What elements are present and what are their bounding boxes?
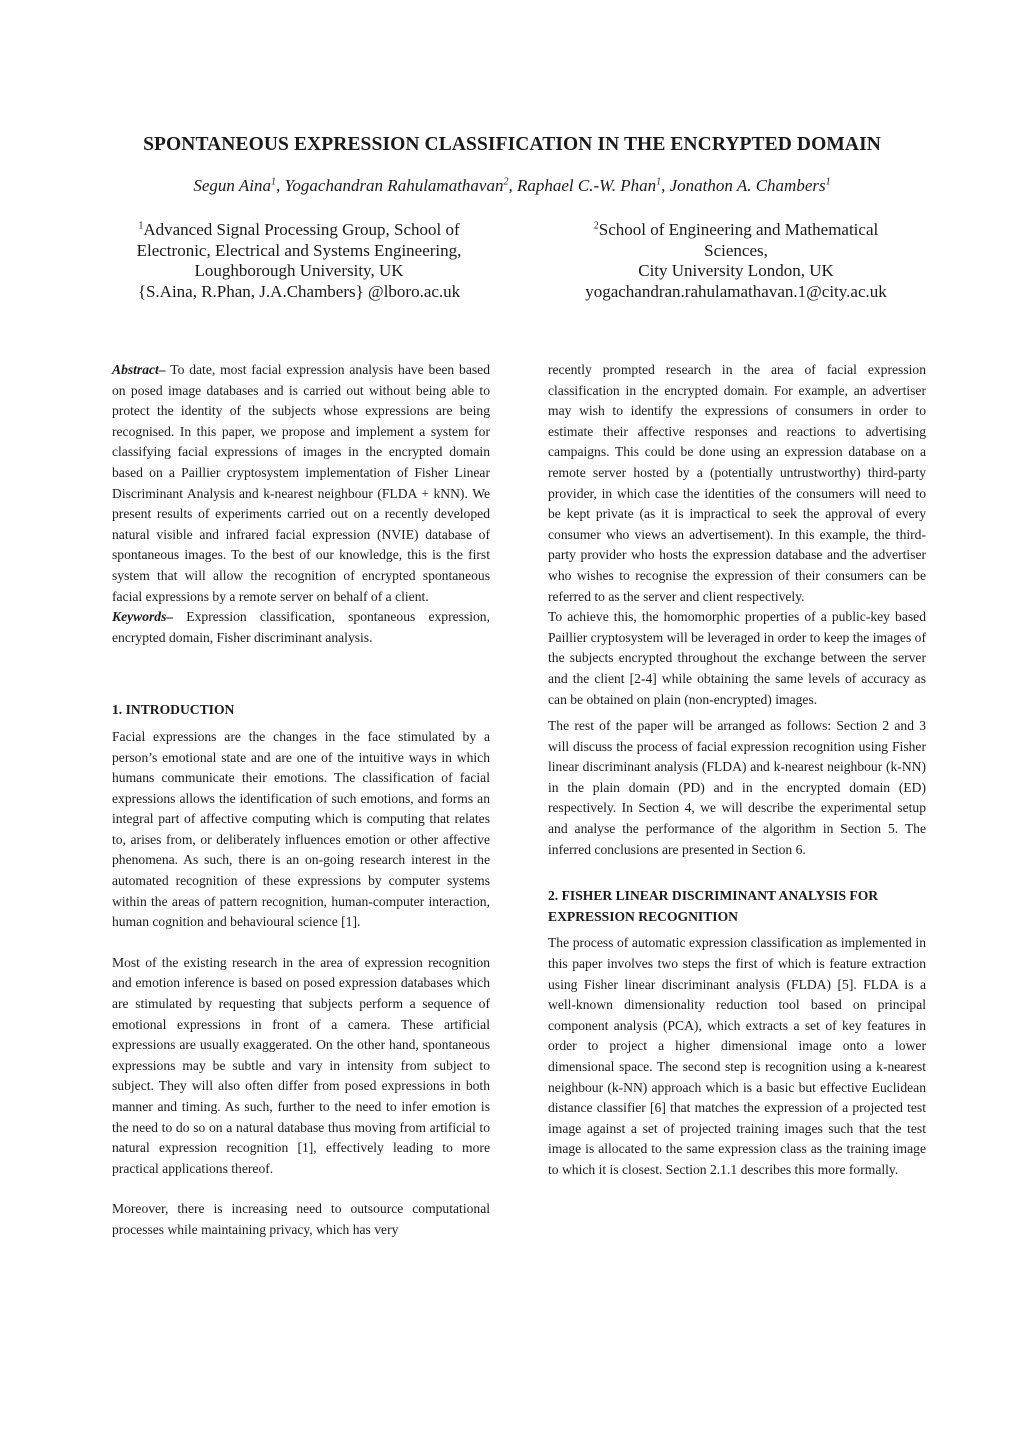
abstract-label: Abstract– [112, 362, 166, 377]
affiliation-line [516, 220, 956, 241]
right-column [548, 360, 926, 1181]
author-name: Yogachandran Rahulamathavan [284, 176, 504, 195]
left-column [112, 360, 490, 1241]
keywords [112, 607, 490, 648]
paragraph: Facial expressions are the changes in the face stimulated by a person’s emotional state and are one of the intuitive ways in which humans communicate their emotions. The classification of facial expressions allows the identification of such emotions, and forms an integral part of affective computing which is computing that relates to, arises from, or deliberately influences emotion or other affective phenomena. As such, there is an on-going research interest in the automated recognition of these expressions by computer systems within the areas of pattern recognition, human-computer interaction, human cognition and behavioural science [1]. [112, 728, 490, 930]
affiliation-text: School of Engineering and Mathematical [598, 220, 879, 239]
affiliation-line [79, 220, 519, 241]
section-heading-flda [548, 886, 926, 927]
affiliation-line: Electronic, Electrical and Systems Engineering, [136, 240, 462, 260]
author-affiliation-mark: 2 [503, 176, 509, 188]
paragraph: The process of automatic expression classification as implemented in this paper involves two steps the first of which is feature extraction using Fisher linear discriminant analysis (FLDA) [5]. FLDA is a well-known dimensionality reduction tool based on principal component analysis (PCA), which extracts a set of key features in order to project a higher dimensional image onto a lower dimensional space. The second step is recognition using a k-nearest neighbour (k-NN) approach which is a basic but effective Euclidean distance classifier [6] that matches the expression of a projected test image against a set of projected training images such that the test image is allocated to the same expression class as the training image to which it is closest. Section 2.1.1 describes this more formally. [548, 935, 926, 1177]
paragraph: To achieve this, the homomorphic properties of a public-key based Paillier cryptosystem will be leveraged in order to keep the images of the subjects encrypted throughout the exchange between the server and the client [2-4] while obtaining the same levels of accuracy as can be obtained on plain (non-encrypted) images. [548, 609, 926, 707]
author-affiliation-mark: 1 [271, 176, 276, 188]
paragraph: recently prompted research in the area of facial expression classification in the encrypted domain. For example, an advertiser may wish to identify the expressions of consumers in order to estimate their affective responses and reactions to advertising campaigns. This could be done using an expression database on a remote server hosted by a (potentially untrustworthy) third-party provider, in which case the identities of the consumers will need to be kept private (as it is impractical to seek the approval of every consumer who views an advertisement). In this example, the third-party provider who hosts the expression database and the advertiser who wishes to recognise the expression of their consumers can be referred to as the server and client respectively. [548, 362, 926, 604]
affiliation-line: Sciences, [704, 240, 768, 260]
abstract [112, 360, 490, 607]
author-separator: , [276, 176, 285, 195]
affiliation-line: City University London, UK [638, 261, 834, 281]
author-affiliation-mark: 1 [825, 176, 831, 188]
heading-line: 2. FISHER LINEAR DISCRIMINANT ANALYSIS FOR [548, 888, 879, 904]
abstract-text: To date, most facial expression analysis have been based on posed image databases and is carried out without being able to protect the identity of the subjects whose expressions are being recognised. In this paper, we propose and implement a system for classifying facial expressions of images in the encrypted domain based on a Paillier cryptosystem implementation of Fisher Linear Discriminant Analysis and k-nearest neighbour (FLDA + kNN). We present results of experiments carried out on a recently developed natural visible and infrared facial expression (NVIE) database of spontaneous images. To the best of our knowledge, this is the first system that will allow the recognition of encrypted spontaneous facial expressions by a remote server on behalf of a client. [112, 362, 490, 604]
paragraph: The rest of the paper will be arranged as follows: Section 2 and 3 will discuss the process of facial expression recognition using Fisher linear discriminant analysis (FLDA) and k-nearest neighbour (k-NN) in the plain domain (PD) and in the encrypted domain (ED) respectively. In Section 4, we will describe the experimental setup and analyse the performance of the algorithm in Section 5. The inferred conclusions are presented in Section 6. [548, 718, 926, 857]
author-list [0, 176, 1024, 196]
author-separator: , [508, 176, 517, 195]
author-name: Segun Aina [193, 176, 271, 195]
author-separator: , [661, 176, 670, 195]
affiliation-1 [79, 220, 519, 302]
paragraph: Most of the existing research in the area of expression recognition and emotion inference is based on posed expression databases which are stimulated by requesting that subjects perform a sequence of emotional expressions in front of a camera. These artificial expressions are usually exaggerated. On the other hand, spontaneous expressions may be subtle and vary in intensity from subject to subject. They will also often differ from posed expressions in both manner and timing. As such, further to the need to infer emotion is the need to do so on a natural database thus moving from artificial to natural expression recognition [1], effectively leading to more practical applications thereof. [112, 954, 490, 1176]
affiliation-text: Advanced Signal Processing Group, School of [143, 220, 460, 239]
affiliation-email: {S.Aina, R.Phan, J.A.Chambers} @lboro.ac.uk [137, 281, 461, 301]
affiliation-number: 2 [593, 220, 599, 232]
affiliation-line: Loughborough University, UK [194, 261, 404, 281]
paragraph: Moreover, there is increasing need to outsource computational processes while maintaining privacy, which has very [112, 1201, 490, 1237]
heading-line: EXPRESSION RECOGNITION [548, 908, 738, 924]
author-affiliation-mark: 1 [656, 176, 662, 188]
keywords-text: Expression classification, spontaneous expression, encrypted domain, Fisher discriminant analysis. [112, 609, 490, 645]
affiliation-number: 1 [138, 220, 144, 232]
author-name: Raphael C.-W. Phan [516, 176, 657, 195]
section-heading-introduction: 1. INTRODUCTION [112, 702, 235, 718]
author-name: Jonathon A. Chambers [669, 176, 826, 195]
affiliation-2 [516, 220, 956, 302]
keywords-label: Keywords– [112, 609, 174, 625]
affiliation-email: yogachandran.rahulamathavan.1@city.ac.uk [585, 281, 887, 301]
paper-title: SPONTANEOUS EXPRESSION CLASSIFICATION IN THE ENCRYPTED DOMAIN [143, 134, 881, 155]
